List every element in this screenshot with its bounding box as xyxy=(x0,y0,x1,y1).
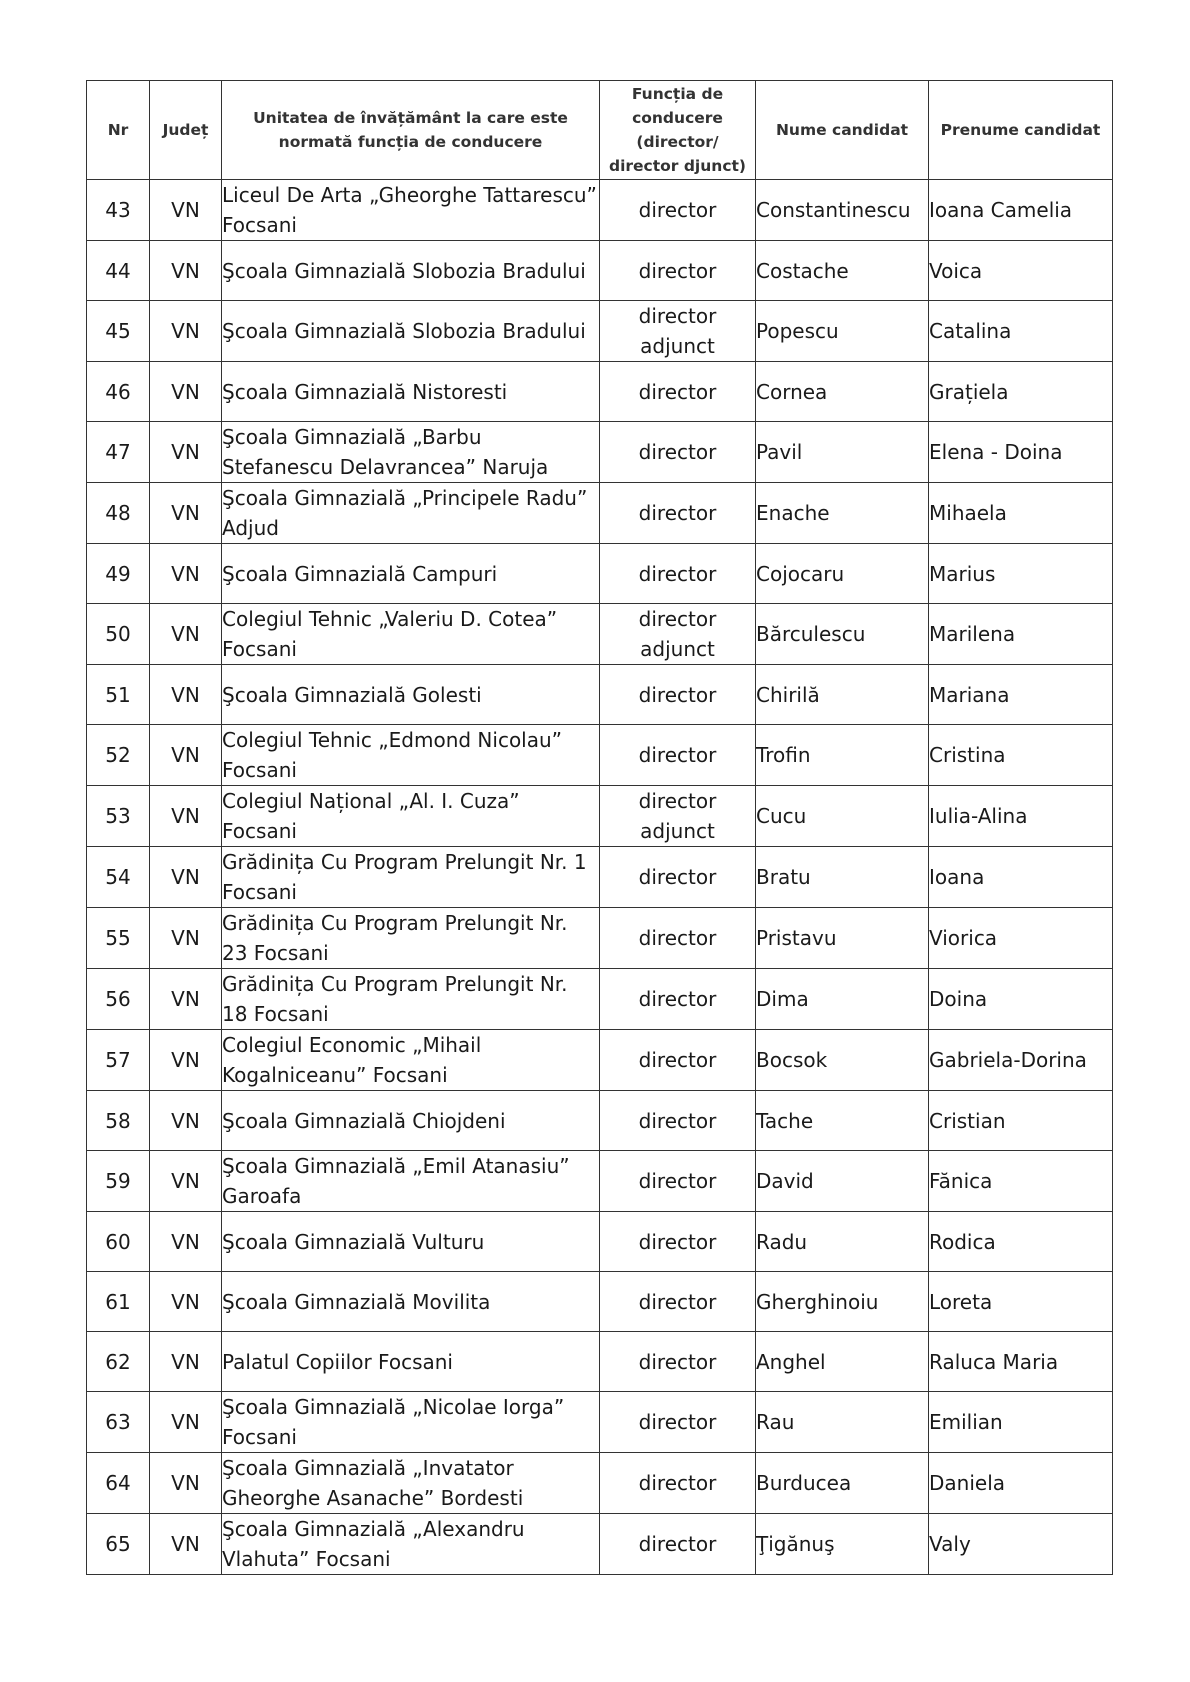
cell-unitate: Colegiul Tehnic „Edmond Nicolau” Focsani xyxy=(222,725,600,786)
cell-judet: VN xyxy=(150,422,222,483)
cell-functia xyxy=(600,241,756,301)
header-functia-text: Funcția de conducere (director/ director djunct) xyxy=(608,85,746,175)
cell-prenume: Ioana xyxy=(929,847,1113,908)
cell-functia xyxy=(600,1151,756,1212)
cell-nume: Ţigănuş xyxy=(756,1514,929,1575)
cell-judet: VN xyxy=(150,847,222,908)
cell-functia xyxy=(600,544,756,604)
cell-prenume: Elena - Doina xyxy=(929,422,1113,483)
cell-nr: 43 xyxy=(87,180,150,241)
cell-nr: 46 xyxy=(87,362,150,422)
cell-unitate: Şcoala Gimnazială Campuri xyxy=(222,544,600,604)
cell-judet: VN xyxy=(150,180,222,241)
cell-prenume: Raluca Maria xyxy=(929,1332,1113,1392)
cell-judet: VN xyxy=(150,604,222,665)
cell-prenume: Voica xyxy=(929,241,1113,301)
cell-functia xyxy=(600,969,756,1030)
cell-nume: Anghel xyxy=(756,1332,929,1392)
table-row xyxy=(87,1453,1113,1514)
table-row xyxy=(87,362,1113,422)
cell-prenume: Rodica xyxy=(929,1212,1113,1272)
cell-functia-text: director xyxy=(638,258,717,283)
header-unitate xyxy=(222,81,600,180)
cell-functia-text: director xyxy=(638,1048,717,1072)
header-nr: Nr xyxy=(87,81,150,180)
cell-prenume: Loreta xyxy=(929,1272,1113,1332)
cell-judet: VN xyxy=(150,1272,222,1332)
cell-nr: 55 xyxy=(87,908,150,969)
table-row xyxy=(87,1212,1113,1272)
cell-nume: Cucu xyxy=(756,786,929,847)
cell-functia-text: director xyxy=(638,379,717,404)
cell-prenume: Mihaela xyxy=(929,483,1113,544)
table-row xyxy=(87,301,1113,362)
cell-prenume: Mariana xyxy=(929,665,1113,725)
cell-unitate: Şcoala Gimnazială „Barbu Stefanescu Delavrancea” Naruja xyxy=(222,422,600,483)
cell-unitate: Grădinița Cu Program Prelungit Nr. 18 Focsani xyxy=(222,969,600,1030)
cell-unitate: Şcoala Gimnazială Vulturu xyxy=(222,1212,600,1272)
cell-nume: Dima xyxy=(756,969,929,1030)
cell-nr: 49 xyxy=(87,544,150,604)
cell-functia-text: director xyxy=(638,198,717,222)
table-row xyxy=(87,1030,1113,1091)
cell-functia-text: director xyxy=(638,501,717,525)
cell-functia-text: director xyxy=(638,1169,717,1193)
cell-functia-text: director xyxy=(638,743,717,767)
cell-nume: Radu xyxy=(756,1212,929,1272)
table-row xyxy=(87,908,1113,969)
table-row xyxy=(87,1332,1113,1392)
cell-nr: 48 xyxy=(87,483,150,544)
table-row xyxy=(87,725,1113,786)
cell-nume: Tache xyxy=(756,1091,929,1151)
cell-unitate: Şcoala Gimnazială Slobozia Bradului xyxy=(222,241,600,301)
cell-judet: VN xyxy=(150,1151,222,1212)
cell-functia xyxy=(600,1272,756,1332)
cell-nr: 51 xyxy=(87,665,150,725)
cell-prenume: Valy xyxy=(929,1514,1113,1575)
table-row xyxy=(87,544,1113,604)
cell-prenume: Marius xyxy=(929,544,1113,604)
cell-functia-text: director xyxy=(638,1471,717,1495)
table-row xyxy=(87,1392,1113,1453)
cell-nr: 45 xyxy=(87,301,150,362)
cell-unitate: Şcoala Gimnazială Slobozia Bradului xyxy=(222,301,600,362)
cell-unitate: Şcoala Gimnazială Golesti xyxy=(222,665,600,725)
cell-functia-text: director xyxy=(638,561,717,586)
cell-functia xyxy=(600,604,756,665)
cell-judet: VN xyxy=(150,483,222,544)
cell-functia xyxy=(600,422,756,483)
table-row xyxy=(87,847,1113,908)
cell-nume: Popescu xyxy=(756,301,929,362)
cell-prenume: Doina xyxy=(929,969,1113,1030)
cell-prenume: Ioana Camelia xyxy=(929,180,1113,241)
cell-nr: 64 xyxy=(87,1453,150,1514)
cell-functia xyxy=(600,1030,756,1091)
cell-nr: 61 xyxy=(87,1272,150,1332)
cell-unitate: Colegiul Economic „Mihail Kogalniceanu” Focsani xyxy=(222,1030,600,1091)
cell-nr: 47 xyxy=(87,422,150,483)
cell-nume: Cojocaru xyxy=(756,544,929,604)
table-row xyxy=(87,1151,1113,1212)
cell-nume: Enache xyxy=(756,483,929,544)
cell-unitate: Colegiul Național „Al. I. Cuza” Focsani xyxy=(222,786,600,847)
cell-functia xyxy=(600,1212,756,1272)
table-row xyxy=(87,604,1113,665)
cell-unitate: Şcoala Gimnazială „Alexandru Vlahuta” Focsani xyxy=(222,1514,600,1575)
cell-prenume: Cristina xyxy=(929,725,1113,786)
table-body xyxy=(87,180,1113,1575)
cell-judet: VN xyxy=(150,665,222,725)
cell-functia xyxy=(600,665,756,725)
header-judet: Județ xyxy=(150,81,222,180)
cell-functia-text: director xyxy=(638,1108,717,1133)
header-row xyxy=(87,81,1113,180)
table-row xyxy=(87,241,1113,301)
cell-prenume: Gabriela-Dorina xyxy=(929,1030,1113,1091)
table-row xyxy=(87,1091,1113,1151)
cell-nr: 52 xyxy=(87,725,150,786)
cell-unitate: Şcoala Gimnazială Nistoresti xyxy=(222,362,600,422)
cell-nr: 54 xyxy=(87,847,150,908)
cell-prenume: Daniela xyxy=(929,1453,1113,1514)
cell-nr: 44 xyxy=(87,241,150,301)
cell-nume: Gherghinoiu xyxy=(756,1272,929,1332)
cell-functia xyxy=(600,1514,756,1575)
cell-judet: VN xyxy=(150,1453,222,1514)
cell-prenume: Emilian xyxy=(929,1392,1113,1453)
cell-nume: Costache xyxy=(756,241,929,301)
cell-unitate: Şcoala Gimnazială „Emil Atanasiu” Garoafa xyxy=(222,1151,600,1212)
cell-functia xyxy=(600,180,756,241)
table-row xyxy=(87,969,1113,1030)
cell-nume: Chirilă xyxy=(756,665,929,725)
cell-functia-text: director xyxy=(638,682,717,707)
cell-prenume: Viorica xyxy=(929,908,1113,969)
cell-functia xyxy=(600,1332,756,1392)
cell-functia-text: director xyxy=(638,1410,717,1434)
cell-nume: Trofin xyxy=(756,725,929,786)
cell-nume: Bratu xyxy=(756,847,929,908)
cell-nr: 65 xyxy=(87,1514,150,1575)
cell-functia-text: director xyxy=(638,865,717,889)
cell-prenume: Iulia-Alina xyxy=(929,786,1113,847)
cell-prenume: Marilena xyxy=(929,604,1113,665)
cell-judet: VN xyxy=(150,1514,222,1575)
cell-judet: VN xyxy=(150,1332,222,1392)
cell-functia-text: director xyxy=(638,1229,717,1254)
cell-nume: Constantinescu xyxy=(756,180,929,241)
cell-functia xyxy=(600,786,756,847)
cell-nume: Burducea xyxy=(756,1453,929,1514)
cell-functia-text: director xyxy=(638,1289,717,1314)
cell-functia-text: director adjunct xyxy=(638,607,717,661)
cell-functia-text: director xyxy=(638,987,717,1011)
cell-judet: VN xyxy=(150,1091,222,1151)
cell-judet: VN xyxy=(150,969,222,1030)
cell-nume: Bărculescu xyxy=(756,604,929,665)
cell-functia xyxy=(600,1453,756,1514)
cell-unitate: Liceul De Arta „Gheorghe Tattarescu” Focsani xyxy=(222,180,600,241)
cell-unitate: Şcoala Gimnazială Chiojdeni xyxy=(222,1091,600,1151)
cell-functia-text: director xyxy=(638,1532,717,1556)
cell-functia-text: director xyxy=(638,1349,717,1374)
cell-judet: VN xyxy=(150,1392,222,1453)
cell-nr: 60 xyxy=(87,1212,150,1272)
table-row xyxy=(87,1272,1113,1332)
cell-judet: VN xyxy=(150,786,222,847)
cell-judet: VN xyxy=(150,725,222,786)
cell-nr: 50 xyxy=(87,604,150,665)
header-functia xyxy=(600,81,756,180)
cell-functia xyxy=(600,301,756,362)
cell-prenume: Catalina xyxy=(929,301,1113,362)
cell-nr: 59 xyxy=(87,1151,150,1212)
cell-nr: 58 xyxy=(87,1091,150,1151)
cell-judet: VN xyxy=(150,908,222,969)
cell-functia-text: director adjunct xyxy=(638,789,717,843)
cell-judet: VN xyxy=(150,362,222,422)
cell-functia xyxy=(600,1091,756,1151)
cell-functia xyxy=(600,483,756,544)
cell-nr: 53 xyxy=(87,786,150,847)
cell-functia xyxy=(600,908,756,969)
cell-unitate: Palatul Copiilor Focsani xyxy=(222,1332,600,1392)
cell-judet: VN xyxy=(150,241,222,301)
cell-nume: Cornea xyxy=(756,362,929,422)
cell-unitate: Şcoala Gimnazială „Nicolae Iorga” Focsani xyxy=(222,1392,600,1453)
cell-functia xyxy=(600,725,756,786)
cell-judet: VN xyxy=(150,1030,222,1091)
cell-functia-text: director xyxy=(638,440,717,464)
header-unitate-text: Unitatea de învățământ la care este normată funcția de conducere xyxy=(253,109,568,151)
cell-nume: Rau xyxy=(756,1392,929,1453)
cell-unitate: Grădinița Cu Program Prelungit Nr. 23 Focsani xyxy=(222,908,600,969)
table-row xyxy=(87,483,1113,544)
cell-functia xyxy=(600,362,756,422)
table-row xyxy=(87,180,1113,241)
cell-judet: VN xyxy=(150,1212,222,1272)
cell-nr: 62 xyxy=(87,1332,150,1392)
cell-nume: Pristavu xyxy=(756,908,929,969)
cell-nume: Pavil xyxy=(756,422,929,483)
cell-prenume: Grațiela xyxy=(929,362,1113,422)
cell-prenume: Cristian xyxy=(929,1091,1113,1151)
table-row xyxy=(87,422,1113,483)
cell-nume: Bocsok xyxy=(756,1030,929,1091)
cell-nr: 63 xyxy=(87,1392,150,1453)
cell-judet: VN xyxy=(150,301,222,362)
cell-functia xyxy=(600,1392,756,1453)
cell-unitate: Şcoala Gimnazială „Principele Radu” Adjud xyxy=(222,483,600,544)
header-nume: Nume candidat xyxy=(756,81,929,180)
cell-nume: David xyxy=(756,1151,929,1212)
cell-prenume: Fănica xyxy=(929,1151,1113,1212)
candidates-table xyxy=(86,80,1113,1575)
table-row xyxy=(87,665,1113,725)
cell-unitate: Colegiul Tehnic „Valeriu D. Cotea” Focsani xyxy=(222,604,600,665)
cell-nr: 57 xyxy=(87,1030,150,1091)
cell-unitate: Şcoala Gimnazială Movilita xyxy=(222,1272,600,1332)
cell-functia-text: director adjunct xyxy=(638,304,717,358)
cell-unitate: Şcoala Gimnazială „Invatator Gheorghe Asanache” Bordesti xyxy=(222,1453,600,1514)
cell-judet: VN xyxy=(150,544,222,604)
cell-functia-text: director xyxy=(638,926,717,950)
cell-unitate: Grădinița Cu Program Prelungit Nr. 1 Focsani xyxy=(222,847,600,908)
cell-functia xyxy=(600,847,756,908)
table-row xyxy=(87,1514,1113,1575)
table-row xyxy=(87,786,1113,847)
header-prenume: Prenume candidat xyxy=(929,81,1113,180)
cell-nr: 56 xyxy=(87,969,150,1030)
